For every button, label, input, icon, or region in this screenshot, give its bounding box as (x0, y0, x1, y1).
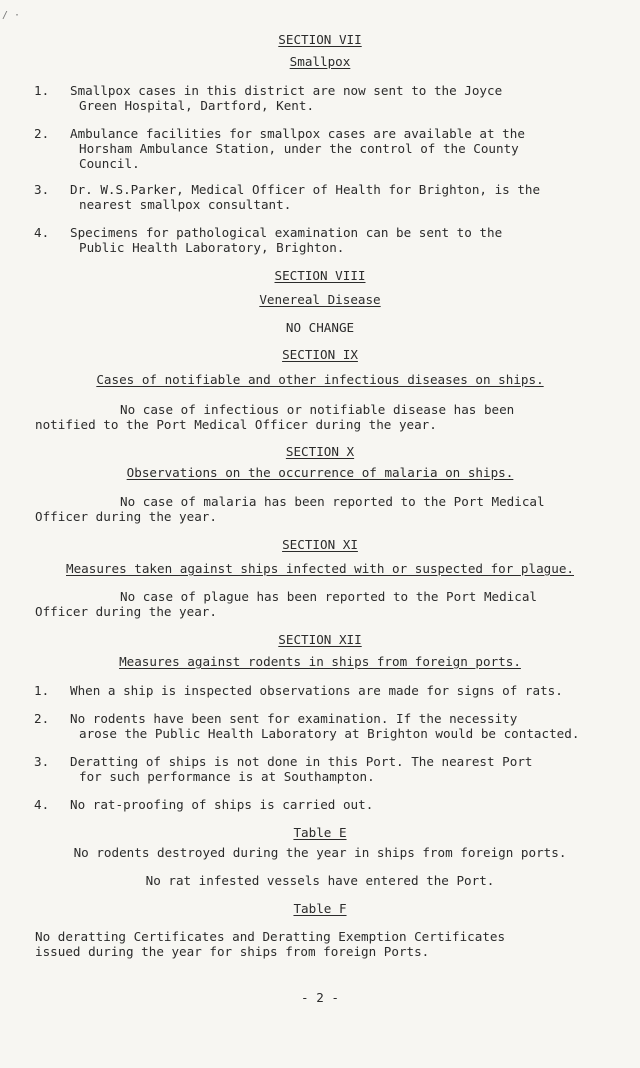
list-item-text: Specimens for pathological examination can be sent to the (70, 225, 503, 240)
section-x-title: SECTION X (285, 444, 355, 459)
list-item-text: Council. (79, 156, 140, 171)
section-xii-subtitle: Measures against rodents in ships from foreign ports. (119, 654, 521, 669)
table-f-line: issued during the year for ships from foreign Ports. (35, 944, 430, 959)
section-viii-subtitle: Venereal Disease (259, 292, 381, 307)
section-ix-subtitle: Cases of notifiable and other infectious diseases on ships. (96, 372, 544, 387)
list-item-number: 4. (34, 225, 50, 240)
section-vii-title: SECTION VII (278, 32, 362, 47)
list-item-text: No rodents have been sent for examination. If the necessity (70, 711, 518, 726)
section-x-subtitle: Observations on the occurrence of malaria on ships. (126, 465, 514, 480)
section-viii-title: SECTION VIII (274, 268, 366, 283)
paragraph-line: No case of infectious or notifiable disease has been (120, 402, 515, 417)
list-item-number: 3. (34, 182, 50, 197)
list-item-text: Deratting of ships is not done in this Port. The nearest Port (70, 754, 533, 769)
paragraph-line: Officer during the year. (35, 509, 217, 524)
list-item-text: nearest smallpox consultant. (79, 197, 292, 212)
section-vii-subtitle: Smallpox (289, 54, 351, 69)
table-f-title: Table F (293, 901, 347, 916)
list-item-text: Ambulance facilities for smallpox cases are available at the (70, 126, 525, 141)
paragraph-line: notified to the Port Medical Officer during the year. (35, 417, 437, 432)
page-number: - 2 - (301, 990, 339, 1005)
paragraph-line: Officer during the year. (35, 604, 217, 619)
list-item-text: for such performance is at Southampton. (79, 769, 375, 784)
list-item-number: 1. (34, 683, 50, 698)
list-item-text: Public Health Laboratory, Brighton. (79, 240, 345, 255)
paragraph-line: No case of malaria has been reported to the Port Medical (120, 494, 545, 509)
section-viii-note: NO CHANGE (285, 320, 355, 335)
list-item-text: arose the Public Health Laboratory at Brighton would be contacted. (79, 726, 580, 741)
section-xii-title: SECTION XII (278, 632, 362, 647)
list-item-text: When a ship is inspected observations are made for signs of rats. (70, 683, 563, 698)
table-f-line: No deratting Certificates and Deratting Exemption Certificates (35, 929, 506, 944)
table-e-line: No rat infested vessels have entered the Port. (145, 873, 495, 888)
list-item-text: Green Hospital, Dartford, Kent. (79, 98, 315, 113)
paragraph-line: No case of plague has been reported to the Port Medical (120, 589, 538, 604)
list-item-text: No rat-proofing of ships is carried out. (70, 797, 374, 812)
list-item-number: 2. (34, 126, 50, 141)
list-item-number: 1. (34, 83, 50, 98)
section-xi-title: SECTION XI (282, 537, 358, 552)
list-item-text: Dr. W.S.Parker, Medical Officer of Health for Brighton, is the (70, 182, 541, 197)
section-xi-subtitle: Measures taken against ships infected with or suspected for plague. (66, 561, 574, 576)
list-item-text: Smallpox cases in this district are now sent to the Joyce (70, 83, 503, 98)
list-item-number: 3. (34, 754, 50, 769)
list-item-text: Horsham Ambulance Station, under the control of the County (79, 141, 519, 156)
list-item-number: 2. (34, 711, 50, 726)
section-ix-title: SECTION IX (282, 347, 358, 362)
corner-mark: / · (2, 10, 21, 21)
list-item-number: 4. (34, 797, 50, 812)
table-e-title: Table E (293, 825, 347, 840)
table-e-line: No rodents destroyed during the year in ships from foreign ports. (73, 845, 567, 860)
